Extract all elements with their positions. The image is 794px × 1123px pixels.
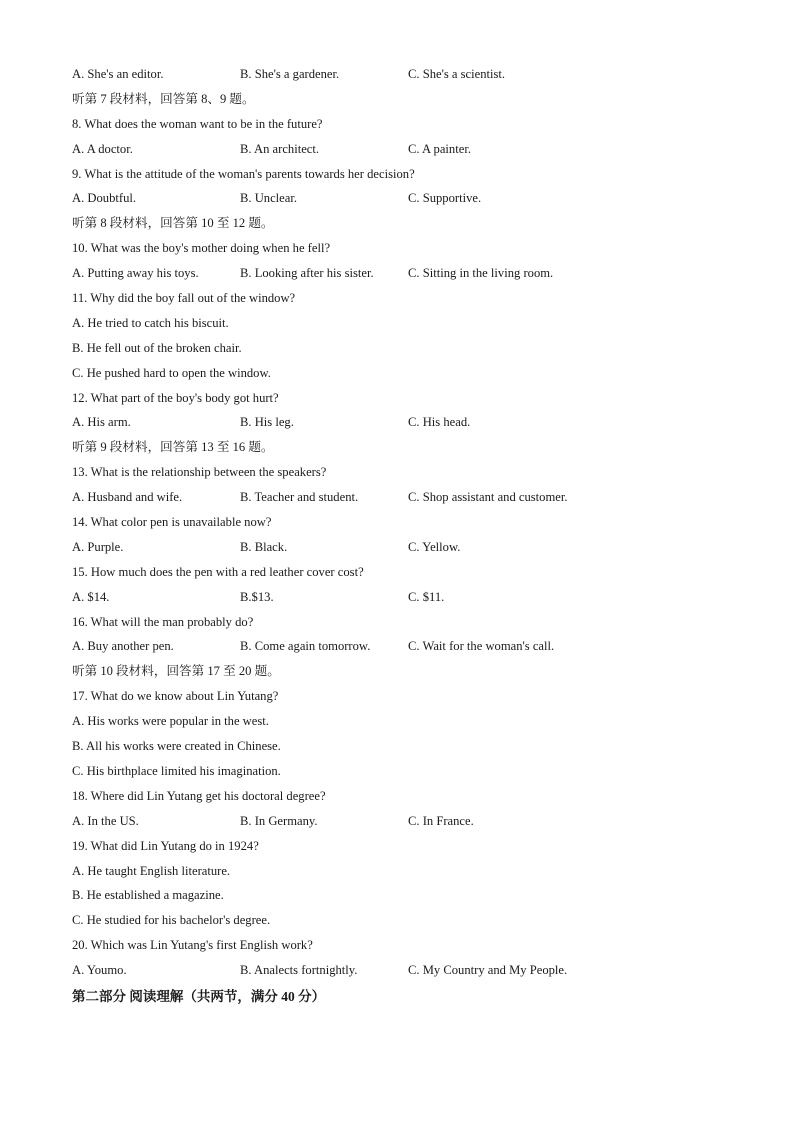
option-c: C. Wait for the woman's call. xyxy=(408,639,555,654)
text-line: 听第 10 段材料，回答第 17 至 20 题。 xyxy=(72,664,280,679)
text-line: 20. Which was Lin Yutang's first English work? xyxy=(72,938,313,953)
option-a: A. Doubtful. xyxy=(72,191,137,206)
option-row xyxy=(72,634,732,659)
text-line: A. His works were popular in the west. xyxy=(72,714,269,729)
option-c: C. Sitting in the living room. xyxy=(408,266,554,281)
option-c: C. His head. xyxy=(408,415,471,430)
option-c: C. In France. xyxy=(408,813,474,828)
text-line: 16. What will the man probably do? xyxy=(72,614,254,629)
option-a: A. Purple. xyxy=(72,539,124,554)
text-line: C. He pushed hard to open the window. xyxy=(72,365,271,380)
text-line: 10. What was the boy's mother doing when he fell? xyxy=(72,241,331,256)
option-row xyxy=(72,186,732,211)
text-line: A. He taught English literature. xyxy=(72,863,231,878)
option-b: B. Analects fortnightly. xyxy=(240,963,358,978)
text-line: B. All his works were created in Chinese. xyxy=(72,739,281,754)
text-line: 13. What is the relationship between the speakers? xyxy=(72,465,327,480)
option-b: B. Looking after his sister. xyxy=(240,266,374,281)
option-a: A. She's an editor. xyxy=(72,67,164,81)
option-a: A. $14. xyxy=(72,589,110,604)
option-row xyxy=(72,809,732,834)
option-b: B. Black. xyxy=(240,539,288,554)
option-b: B. In Germany. xyxy=(240,813,318,828)
option-c: C. She's a scientist. xyxy=(408,67,506,81)
option-c: C. Supportive. xyxy=(408,191,482,206)
text-line: 听第 8 段材料，回答第 10 至 12 题。 xyxy=(72,216,274,231)
option-c: C. Yellow. xyxy=(408,539,461,554)
option-b: B. An architect. xyxy=(240,141,320,156)
option-row xyxy=(72,410,732,435)
option-a: A. A doctor. xyxy=(72,141,133,156)
option-b: B. Come again tomorrow. xyxy=(240,639,371,654)
text-line: A. He tried to catch his biscuit. xyxy=(72,315,229,330)
option-row xyxy=(72,137,732,162)
text-line: 17. What do we know about Lin Yutang? xyxy=(72,689,279,704)
option-b: B. She's a gardener. xyxy=(240,67,340,81)
text-line: 听第 7 段材料，回答第 8、9 题。 xyxy=(72,91,255,106)
option-a: A. In the US. xyxy=(72,813,139,828)
option-c: C. My Country and My People. xyxy=(408,963,568,978)
option-row xyxy=(72,261,732,286)
text-line: C. His birthplace limited his imagination. xyxy=(72,763,281,778)
option-row xyxy=(72,485,732,510)
text-line: 19. What did Lin Yutang do in 1924? xyxy=(72,838,259,853)
option-b: B. Teacher and student. xyxy=(240,490,359,505)
text-line: 听第 9 段材料，回答第 13 至 16 题。 xyxy=(72,440,274,455)
text-line: 15. How much does the pen with a red leather cover cost? xyxy=(72,564,364,579)
text-line: 14. What color pen is unavailable now? xyxy=(72,515,272,530)
text-line: B. He fell out of the broken chair. xyxy=(72,340,242,355)
text-line: 9. What is the attitude of the woman's parents towards her decision? xyxy=(72,166,415,181)
exam-page xyxy=(72,62,732,1010)
text-line: B. He established a magazine. xyxy=(72,888,224,903)
option-c: C. Shop assistant and customer. xyxy=(408,490,568,505)
option-row xyxy=(72,958,732,983)
option-a: A. Youmo. xyxy=(72,963,127,978)
option-a: A. Buy another pen. xyxy=(72,639,174,654)
option-row xyxy=(72,535,732,560)
text-line: 11. Why did the boy fall out of the window? xyxy=(72,291,296,306)
text-line: 12. What part of the boy's body got hurt? xyxy=(72,390,279,405)
text-line: 8. What does the woman want to be in the future? xyxy=(72,116,323,131)
option-a: A. Husband and wife. xyxy=(72,490,183,505)
option-c: C. A painter. xyxy=(408,141,471,156)
text-line: 18. Where did Lin Yutang get his doctoral degree? xyxy=(72,788,326,803)
option-a: A. His arm. xyxy=(72,415,131,430)
option-row xyxy=(72,62,732,87)
option-row xyxy=(72,585,732,610)
option-c: C. $11. xyxy=(408,589,445,604)
text-line: C. He studied for his bachelor's degree. xyxy=(72,913,271,928)
option-a: A. Putting away his toys. xyxy=(72,266,199,281)
option-b: B.$13. xyxy=(240,589,274,604)
option-b: B. Unclear. xyxy=(240,191,298,206)
option-b: B. His leg. xyxy=(240,415,294,430)
section-heading: 第二部分 阅读理解（共两节，满分 40 分） xyxy=(72,988,326,1004)
